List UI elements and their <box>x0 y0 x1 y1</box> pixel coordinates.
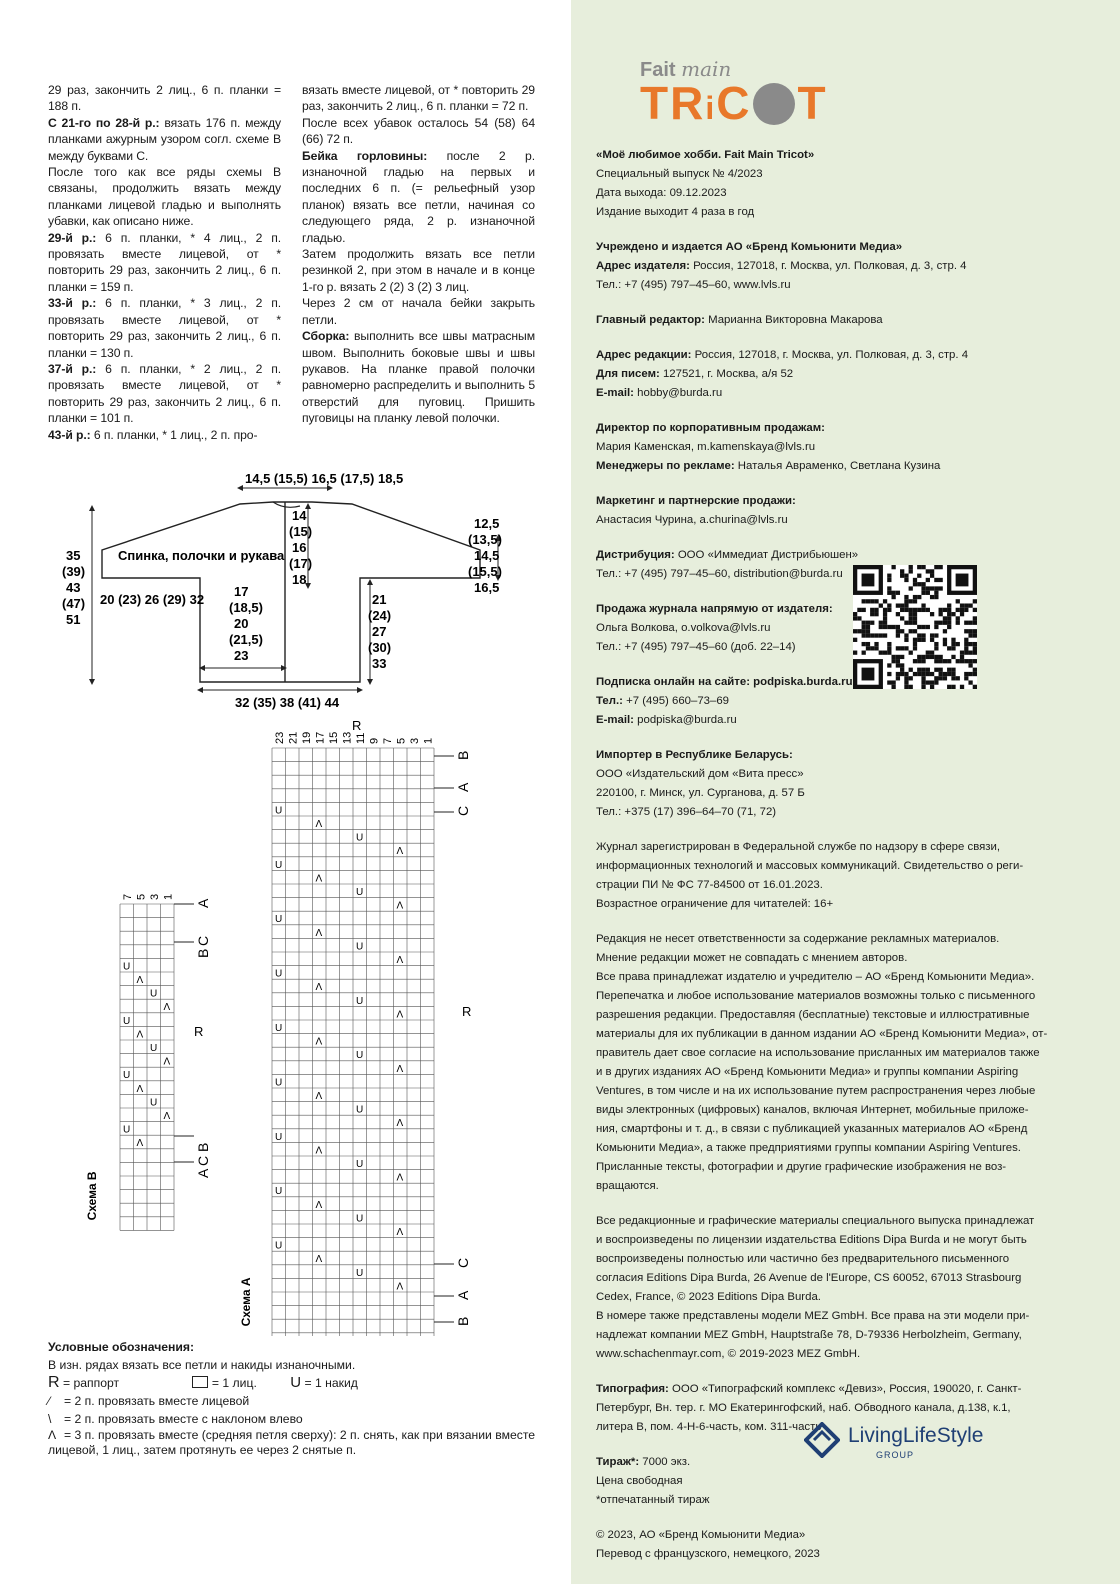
svg-text:51: 51 <box>66 612 81 627</box>
chart-b-symbol: Λ <box>163 1056 171 1068</box>
chart-a-symbol: U <box>275 1077 283 1089</box>
imprint-line: воспроизведены полностью или частично без предварительного письменного <box>596 1253 1010 1265</box>
imprint-line: Специальный выпуск № 4/2023 <box>596 168 763 180</box>
chart-a-symbol: U <box>356 1104 364 1116</box>
chart-b-symbol: Λ <box>163 1002 171 1014</box>
bottom-width-label: 32 (35) 38 (41) 44 <box>235 695 340 710</box>
svg-text:21: 21 <box>372 592 387 607</box>
imprint-block <box>596 1526 1076 1564</box>
ssk-icon: \ <box>48 1412 52 1426</box>
chart-b-symbol: Λ <box>136 1029 144 1041</box>
yarn-ball-icon <box>753 83 795 125</box>
neck-depth-labels <box>289 508 312 587</box>
instruction-paragraph: После всех убавок осталось 54 (58) 64 (66) 72 п. <box>302 115 535 147</box>
svg-text:14: 14 <box>292 508 307 523</box>
chart-a-col-label: 23 <box>273 731 286 744</box>
imprint-line: Главный редактор: Марианна Викторовна Макарова <box>596 314 883 326</box>
imprint-line: Тираж*: 7000 экз. <box>596 1456 691 1468</box>
knit-square-icon <box>192 1376 208 1388</box>
total-height-labels <box>62 548 85 627</box>
chart-a-symbol: U <box>275 968 283 980</box>
imprint-block <box>596 238 1076 295</box>
instructions-column-2 <box>302 82 535 427</box>
imprint-line: «Моё любимое хобби. Fait Main Tricot» <box>596 149 815 161</box>
chart-a-symbol: Λ <box>396 1281 404 1293</box>
svg-text:18: 18 <box>292 572 307 587</box>
imprint-line: Cedex, France, © 2023 Editions Dipa Burda. <box>596 1291 821 1303</box>
imprint-line: E-mail: podpiska@burda.ru <box>596 714 737 726</box>
chart-b-symbol: Λ <box>136 975 144 986</box>
chart-b-symbol: U <box>123 1124 131 1136</box>
chart-a-symbol: Λ <box>396 955 404 966</box>
chart-a-marker: C <box>455 805 471 816</box>
svg-text:35: 35 <box>66 548 81 563</box>
imprint-line: вращаются. <box>596 1180 659 1192</box>
chart-a-symbol: Λ <box>396 1118 404 1130</box>
chart-a-symbol: U <box>356 995 364 1007</box>
svg-text:16,5: 16,5 <box>474 580 500 595</box>
instruction-paragraph: После того как все ряды схемы В связаны, продолжить вязать между планками лицевой гладью и выполнять убавки, как описано ниже. <box>48 165 281 229</box>
chart-a-symbol: Λ <box>315 873 323 885</box>
chart-a-symbol: Λ <box>315 819 323 830</box>
chart-a-symbol: Λ <box>315 1036 323 1048</box>
chart-a-symbol: Λ <box>396 1063 404 1075</box>
body-length-labels <box>368 592 391 671</box>
imprint-line: правитель дает свое согласие на использование присланных им материалов также <box>596 1047 1040 1059</box>
chart-a-symbol: U <box>275 1186 283 1198</box>
imprint-block <box>596 419 1076 476</box>
imprint-line: литера В, пом. 4-Н-6-часть, ком. 311-часть <box>596 1421 822 1433</box>
imprint-block <box>596 600 1076 657</box>
imprint-line: надлежат компании MEZ GmbH, Hauptstraße 78, D-79336 Herbolzheim, Germany, <box>596 1329 1022 1341</box>
knitting-charts <box>40 716 560 1336</box>
s2kp-text: = 3 п. провязать вместе (средняя петля сверху): 2 п. снять, как при вязании вместе лицевой, 1 лиц., затем протянуть ее через 2 снятые п. <box>48 1428 536 1457</box>
imprint-line: Все редакционные и графические материалы специального выпуска принадлежат <box>596 1215 1035 1227</box>
imprint-line: Все права принадлежат издателю и учредителю – АО «Бренд Комьюнити Медиа». <box>596 971 1035 983</box>
chart-b-symbol: U <box>123 1070 131 1082</box>
imprint-line: Дистрибуция: ООО «Иммедиат Дистрибьюшен» <box>596 549 859 561</box>
imprint-line: Тел.: +7 (495) 660–73–69 <box>596 695 730 707</box>
garment-schematic <box>40 462 560 712</box>
ssk-text: = 2 п. провязать вместе с наклоном влево <box>64 1412 303 1426</box>
imprint-line: материалы для их публикации в данном издании АО «Бренд Комьюнити Медиа», от- <box>596 1028 1048 1040</box>
svg-text:(47): (47) <box>62 596 86 611</box>
imprint-line: Перевод с французского, немецкого, 2023 <box>596 1548 820 1560</box>
imprint-line: Продажа журнала напрямую от издателя: <box>596 603 833 615</box>
schematic-title: Спинка, полочки и рукава <box>118 548 285 563</box>
chart-a-col-label: 3 <box>408 737 421 744</box>
chart-a-col-label: 13 <box>341 731 354 744</box>
imprint-line: Типография: ООО «Типографский комплекс «Девиз», Россия, 190020, г. Санкт- <box>596 1383 1022 1395</box>
chart-a-symbol: U <box>356 941 364 953</box>
chart-a-symbol: U <box>275 1131 283 1143</box>
brand-mark-icon <box>804 1422 840 1458</box>
imprint-line: Импортер в Республике Беларусь: <box>596 749 793 761</box>
imprint-line: Адрес редакции: Россия, 127018, г. Москва, ул. Полковая, д. 3, стр. 4 <box>596 349 969 361</box>
chart-a-symbol: Λ <box>315 1091 323 1102</box>
chart-a-col-label: 7 <box>381 737 394 744</box>
svg-text:(13,5): (13,5) <box>468 532 502 547</box>
svg-text:17: 17 <box>234 584 249 599</box>
imprint-line: Учреждено и издается АО «Бренд Комьюнити Медиа» <box>596 241 903 253</box>
chart-b-col-label: 5 <box>135 893 148 900</box>
chart-a-marker: A <box>455 782 471 792</box>
instruction-paragraph: 37-й р.: 6 п. планки, * 2 лиц., 2 п. провязать вместе лицевой, от * повторить 29 раз, закончить 2 лиц., 6 п. планки = 101 п. <box>48 361 281 426</box>
chart-a-col-label: 9 <box>368 737 381 744</box>
imprint-block <box>596 930 1076 1196</box>
imprint-line: Маркетинг и партнерские продажи: <box>596 495 796 507</box>
instruction-paragraph: 43-й р.: 6 п. планки, * 1 лиц., 2 п. про- <box>48 427 258 442</box>
chart-a-symbol: Λ <box>315 927 323 939</box>
imprint-line: *отпечатанный тираж <box>596 1494 710 1506</box>
top-width-label: 14,5 (15,5) 16,5 (17,5) 18,5 <box>245 471 404 486</box>
chart-b-marker: C <box>195 1155 211 1166</box>
chart-a-repeat: R <box>352 718 362 733</box>
imprint-block <box>596 746 1076 822</box>
sleeve-length-label: 20 (23) 26 (29) 32 <box>100 592 205 607</box>
imprint-block <box>596 673 1076 730</box>
front-width-labels <box>229 584 263 663</box>
chart-a-symbol: Λ <box>315 1254 323 1266</box>
imprint-line: информационных технологий и массовых коммуникаций. Свидетельство о реги- <box>596 860 1024 872</box>
svg-text:(30): (30) <box>368 640 392 655</box>
chart-a-col-label: 19 <box>300 731 313 744</box>
chart-a-symbol: U <box>275 859 283 871</box>
chart-a-marker: C <box>455 1257 471 1268</box>
svg-text:(18,5): (18,5) <box>229 600 263 615</box>
imprint-line: и в других изданиях АО «Бренд Комьюнити Медиа» и группы компании Aspiring <box>596 1066 1019 1078</box>
imprint-block <box>596 1212 1076 1364</box>
imprint-block <box>596 346 1076 403</box>
svg-text:20: 20 <box>234 616 249 631</box>
repeat-symbol: R <box>48 1374 60 1391</box>
imprint-block <box>596 146 1076 222</box>
imprint-line: © 2023, АО «Бренд Комьюнити Медиа» <box>596 1529 806 1541</box>
chart-b-repeat: R <box>194 1024 204 1039</box>
imprint-line: Мария Каменская, m.kamenskaya@lvls.ru <box>596 441 816 453</box>
chart-a-col-label: 11 <box>354 732 367 744</box>
chart-b-marker: B <box>195 948 211 958</box>
imprint-line: Анастасия Чурина, a.churina@lvls.ru <box>596 514 788 526</box>
chart-a-symbol: Λ <box>396 1009 404 1021</box>
chart-a-symbol: Λ <box>315 982 323 994</box>
instruction-paragraph: 33-й р.: 6 п. планки, * 3 лиц., 2 п. провязать вместе лицевой, от * повторить 29 раз, закончить 2 лиц., 6 п. планки = 130 п. <box>48 296 281 360</box>
imprint-line: Адрес издателя: Россия, 127018, г. Москва, ул. Полковая, д. 3, стр. 4 <box>596 260 967 272</box>
chart-b-symbol: U <box>150 988 158 1000</box>
sleeve-height-labels <box>468 516 502 595</box>
imprint-line: согласия Editions Dipa Burda, 26 Avenue de l'Europe, CS 60052, 67013 Strasbourg <box>596 1272 1022 1284</box>
chart-a-col-label: 1 <box>422 737 435 744</box>
svg-text:16: 16 <box>292 540 307 555</box>
chart-b-symbol: U <box>150 1043 158 1054</box>
chart-b-symbol: Λ <box>136 1083 144 1095</box>
imprint-block <box>596 546 1076 584</box>
chart-a-symbol: U <box>356 1159 364 1170</box>
chart-a-col-label: 5 <box>395 737 408 744</box>
chart-b-symbol: Λ <box>163 1111 171 1122</box>
chart-a-symbol: U <box>356 887 364 898</box>
imprint-line: Издание выходит 4 раза в год <box>596 206 755 218</box>
fait-main-tricot-logo: Fait main TRiC T <box>640 57 828 129</box>
instruction-paragraph: Сборка: выполнить все швы матрасным швом. Выполнить боковые швы и швы рукавов. На планке правой полочки равномерно распределить и выполнить 5 отверстий для пуговиц. Пришить пуговицы на планку левой полочки. <box>302 329 535 426</box>
imprint-line: Перепечатка и любое использование материалов возможны только с письменного <box>596 990 1036 1002</box>
chart-a-symbol: U <box>275 1023 283 1034</box>
k2tog-text: = 2 п. провязать вместе лицевой <box>64 1394 250 1408</box>
yarn-over-symbol: U <box>290 1374 302 1391</box>
k2tog-icon: ⁄ <box>48 1394 51 1408</box>
svg-text:43: 43 <box>66 580 81 595</box>
svg-text:12,5: 12,5 <box>474 516 500 531</box>
imprint-line: Цена свободная <box>596 1475 683 1487</box>
imprint-line: Редакция не несет ответственности за содержание рекламных материалов. <box>596 933 1000 945</box>
chart-a-symbol: U <box>275 805 283 817</box>
imprint-line: Тел.: +375 (17) 396–64–70 (71, 72) <box>596 806 777 818</box>
livinglifestyle-logo: LivingLifeStyle GROUP <box>804 1420 1014 1464</box>
imprint-line: Дата выхода: 09.12.2023 <box>596 187 727 199</box>
chart-b-col-label: 1 <box>162 893 175 900</box>
imprint-line: Менеджеры по рекламе: Наталья Авраменко, Светлана Кузина <box>596 460 941 472</box>
legend-title: Условные обозначения: <box>48 1340 195 1354</box>
instruction-paragraph: 29-й р.: 6 п. планки, * 4 лиц., 2 п. провязать вместе лицевой, от * повторить 29 раз, закончить 2 лиц., 6 п. планки = 159 п. <box>48 230 281 294</box>
svg-text:(15,5): (15,5) <box>468 564 502 579</box>
chart-b-marker: A <box>195 898 211 908</box>
chart-a-marker: B <box>455 1316 471 1326</box>
svg-text:(17): (17) <box>289 556 313 571</box>
chart-a-marker: B <box>455 750 471 760</box>
imprint-line: 220100, г. Минск, ул. Сурганова, д. 57 Б <box>596 787 805 799</box>
instruction-paragraph: 29 раз, закончить 2 лиц., 6 п. планки = 188 п. <box>48 83 281 114</box>
chart-a-title: Схема А <box>239 1277 253 1327</box>
imprint-line: Подписка онлайн на сайте: podpiska.burda.ru <box>596 676 853 688</box>
chart-a-col-label: 15 <box>327 731 340 744</box>
yarn-over-text: = 1 накид <box>304 1376 358 1390</box>
instruction-paragraph: вязать вместе лицевой, от * повторить 29 раз, закончить 2 лиц., 6 п. планки = 72 п. <box>302 83 535 114</box>
knit-text: = 1 лиц. <box>211 1376 257 1390</box>
repeat-text: = раппорт <box>62 1376 120 1390</box>
imprint-line: страции ПИ № ФС 77-84500 от 16.01.2023. <box>596 879 823 891</box>
imprint-line: ния, смартфоны и т. д., в связи с публикацией указанных материалов АО «Бренд <box>596 1123 1028 1135</box>
imprint-line: разрешения редакции. Предоставляя (бесплатные) текстовые и иллюстративные <box>596 1009 1030 1021</box>
instruction-paragraph: Через 2 см от начала бейки закрыть петли. <box>302 296 535 327</box>
imprint-line: виды электронных (цифровых) каналов, включая Интернет, мобильные приложе- <box>596 1104 1029 1116</box>
imprint-line: Тел.: +7 (495) 797–45–60, www.lvls.ru <box>596 279 791 291</box>
svg-text:(39): (39) <box>62 564 86 579</box>
chart-a-symbol: Λ <box>396 1227 404 1238</box>
imprint-line: Тел.: +7 (495) 797–45–60 (доб. 22–14) <box>596 641 796 653</box>
imprint-line: Комьюнити Медиа», а также предприятиями группы компании Aspiring Ventures. <box>596 1142 1021 1154</box>
chart-b-marker: A <box>195 1168 211 1178</box>
chart-a-symbol: U <box>356 1050 364 1062</box>
chart-b-symbol: Λ <box>136 1138 144 1150</box>
imprint-line: Тел.: +7 (495) 797–45–60, distribution@burda.ru <box>596 568 843 580</box>
svg-text:33: 33 <box>372 656 387 671</box>
chart-a-col-label: 21 <box>287 731 300 744</box>
imprint-block <box>596 838 1076 914</box>
imprint-line: Возрастное ограничение для читателей: 16+ <box>596 898 834 910</box>
legend-note: В изн. рядах вязать все петли и накиды изнаночными. <box>48 1358 356 1372</box>
chart-b-col-label: 3 <box>148 893 161 900</box>
chart-b-symbol: U <box>123 961 131 973</box>
imprint-line: Присланные тексты, фотографии и другие графические изображения не воз- <box>596 1161 1007 1173</box>
imprint-line: ООО «Издательский дом «Вита пресс» <box>596 768 804 780</box>
imprint-line: E-mail: hobby@burda.ru <box>596 387 723 399</box>
chart-b-col-label: 7 <box>121 893 134 900</box>
chart-a-symbol: Λ <box>396 846 404 858</box>
svg-text:14,5: 14,5 <box>474 548 500 563</box>
svg-text:23: 23 <box>234 648 249 663</box>
imprint-block <box>596 311 1076 330</box>
s2kp-icon: Λ <box>48 1428 57 1442</box>
instruction-paragraph: Бейка горловины: после 2 р. изнаночной гладью на первых и последних 6 п. (= рельефный узор планок) вязать все петли, начиная со следующего ряда, 2 р. изнаночной гладью. <box>302 148 535 245</box>
svg-text:(24): (24) <box>368 608 392 623</box>
chart-a-symbol: U <box>356 832 364 844</box>
imprint-line: и воспроизведены по лицензии издательства Editions Dipa Burda и не могут быть <box>596 1234 1027 1246</box>
chart-b-symbol: U <box>150 1097 158 1109</box>
chart-a-symbol: Λ <box>396 900 404 912</box>
svg-text:(21,5): (21,5) <box>229 632 263 647</box>
chart-a-marker: A <box>455 1290 471 1300</box>
chart-a-repeat-side: R <box>462 1004 472 1019</box>
chart-a-symbol: U <box>275 1240 283 1252</box>
chart-a-symbol: U <box>275 914 283 926</box>
chart-a-symbol: U <box>356 1267 364 1279</box>
instructions-column-1 <box>48 82 281 443</box>
imprint-line: www.schachenmayr.com, © 2019-2023 MEZ GmbH. <box>596 1348 861 1360</box>
chart-a-col-label: 17 <box>314 731 327 744</box>
imprint-block <box>596 492 1076 530</box>
svg-text:(15): (15) <box>289 524 313 539</box>
imprint-line: Мнение редакции может не совпадать с мнением авторов. <box>596 952 908 964</box>
chart-a-symbol: Λ <box>315 1145 323 1157</box>
imprint-line: Журнал зарегистрирован в Федеральной службе по надзору в сфере связи, <box>596 841 1001 853</box>
imprint-line: Ventures, в том числе и на их использование путем распространения через любые <box>596 1085 1036 1097</box>
legend <box>48 1338 548 1458</box>
imprint-line: В номере также представлены модели MEZ GmbH. Все права на эти модели при- <box>596 1310 1030 1322</box>
chart-a-symbol: Λ <box>315 1199 323 1211</box>
imprint-line: Для писем: 127521, г. Москва, а/я 52 <box>596 368 794 380</box>
imprint-line: Ольга Волкова, o.volkova@lvls.ru <box>596 622 771 634</box>
imprint-line: Директор по корпоративным продажам: <box>596 422 825 434</box>
chart-a-symbol: Λ <box>396 1172 404 1184</box>
imprint-line: Петербург, Вн. тер. г. МО Екатерингофский, наб. Обводного канала, д.138, к.1, <box>596 1402 1011 1414</box>
instruction-paragraph: Затем продолжить вязать все петли резинкой 2, при этом в начале и в конце 1-го р. вязать 2 (2) 3 (2) 3 лиц. <box>302 247 535 294</box>
svg-text:27: 27 <box>372 624 387 639</box>
chart-b-title: Схема В <box>85 1171 99 1221</box>
chart-b-marker: C <box>195 935 211 946</box>
qr-code <box>853 565 977 689</box>
instruction-paragraph: С 21-го по 28-й р.: вязать 176 п. между планками ажурным узором согл. схеме В между буквами С. <box>48 115 281 163</box>
chart-b-marker: B <box>195 1142 211 1152</box>
chart-a-symbol: U <box>356 1213 364 1225</box>
imprint-text <box>596 146 1076 1580</box>
chart-b-symbol: U <box>123 1015 131 1027</box>
